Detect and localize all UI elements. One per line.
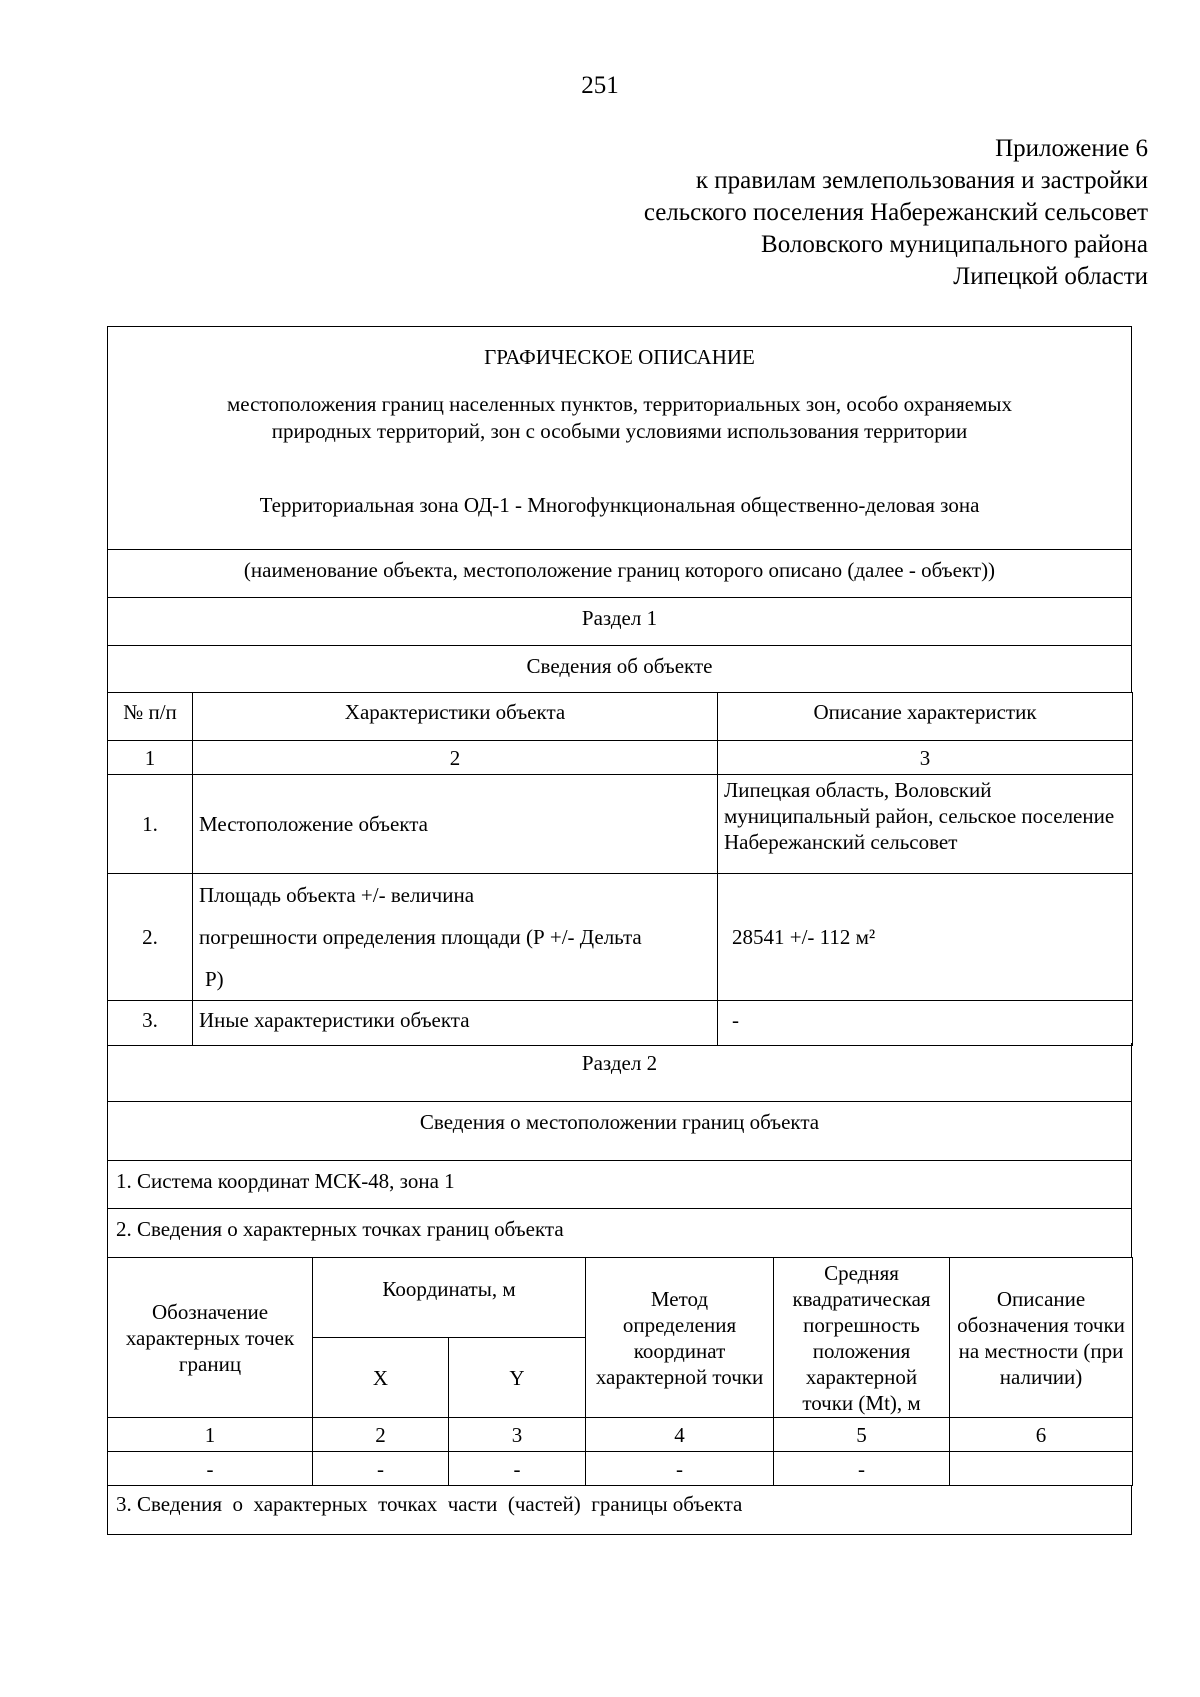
appendix-line: Липецкой области [953, 263, 1148, 290]
column-number-row [108, 741, 1133, 775]
section2-title: Раздел 2 [581, 1051, 658, 1075]
column-header-accuracy: Средняя квадратическая погрешность положения характерной точки (Mt), м [774, 1258, 950, 1418]
column-header: Характеристики объекта [193, 693, 718, 741]
column-header-description: Описание обозначения точки на местности (при наличии) [950, 1258, 1133, 1418]
table-header-row [108, 693, 1133, 741]
column-number: 1 [108, 1418, 313, 1452]
column-header-coordinates: Координаты, м [313, 1258, 586, 1338]
characteristic-name: Иные характеристики объекта [193, 1001, 718, 1046]
characteristic-name-line: погрешности определения площади (Р +/- Дельта [199, 925, 642, 949]
characteristic-value: - [718, 1001, 1133, 1046]
zone-name: Территориальная зона ОД-1 - Многофункциональная общественно-деловая зона [259, 493, 980, 517]
document-subtitle [108, 391, 1131, 445]
parts-title-row [107, 1486, 1132, 1535]
column-header: Описание характеристик [718, 693, 1133, 741]
table-row [108, 874, 1133, 1001]
object-note-row [107, 550, 1132, 598]
table-cell: - [774, 1452, 950, 1486]
column-number: 3 [449, 1418, 586, 1452]
appendix-heading [644, 133, 1148, 293]
column-header-y: Y [449, 1338, 586, 1418]
table-cell: - [586, 1452, 774, 1486]
row-number: 2. [108, 874, 193, 1001]
section1-subtitle-row [107, 646, 1132, 693]
section1-title: Раздел 1 [581, 606, 658, 630]
coord-system: 1. Система координат МСК-48, зона 1 [116, 1169, 455, 1193]
table-cell: - [313, 1452, 449, 1486]
characteristic-value: Липецкая область, Воловский муниципальный район, сельское поселение Набережанский сельсовет [718, 775, 1133, 874]
boundary-points-table [107, 1257, 1133, 1486]
characteristic-name [193, 874, 718, 1001]
table-cell: - [449, 1452, 586, 1486]
column-header-x: X [313, 1338, 449, 1418]
appendix-line: Приложение 6 [995, 135, 1148, 162]
column-number: 6 [950, 1418, 1133, 1452]
subtitle-line: природных территорий, зон с особыми условиями использования территории [271, 419, 968, 443]
object-info-table [107, 692, 1133, 1046]
parts-title: 3. Сведения о характерных точках части (частей) границы объекта [116, 1492, 743, 1516]
characteristic-name: Местоположение объекта [193, 775, 718, 874]
appendix-line: сельского поселения Набережанский сельсовет [643, 199, 1148, 226]
row-number: 1. [108, 775, 193, 874]
table-row [108, 1001, 1133, 1046]
section2-title-row [107, 1043, 1132, 1102]
subtitle-line: местоположения границ населенных пунктов, территориальных зон, особо охраняемых [226, 392, 1013, 416]
characteristic-name-line: Площадь объекта +/- величина [199, 883, 475, 907]
appendix-line: Воловского муниципального района [761, 231, 1148, 258]
characteristic-value: 28541 +/- 112 м² [718, 874, 1133, 1001]
document-header-box [107, 326, 1132, 550]
column-number-row [108, 1418, 1133, 1452]
column-header-method: Метод определения координат характерной точки [586, 1258, 774, 1418]
section2-subtitle: Сведения о местоположении границ объекта [419, 1110, 820, 1134]
section2-subtitle-row [107, 1102, 1132, 1161]
column-number: 3 [718, 741, 1133, 775]
column-header: № п/п [108, 693, 193, 741]
table-cell [950, 1452, 1133, 1486]
table-row [108, 775, 1133, 874]
characteristic-name-line: Р) [205, 967, 224, 991]
page-number: 251 [581, 72, 619, 99]
table-cell: - [108, 1452, 313, 1486]
column-number: 2 [193, 741, 718, 775]
appendix-line: к правилам землепользования и застройки [695, 167, 1148, 194]
table-row [108, 1452, 1133, 1486]
column-header-designation: Обозначение характерных точек границ [108, 1258, 313, 1418]
coord-system-row [107, 1161, 1132, 1209]
column-number: 4 [586, 1418, 774, 1452]
document-title: ГРАФИЧЕСКОЕ ОПИСАНИЕ [484, 345, 755, 369]
row-number: 3. [108, 1001, 193, 1046]
column-number: 1 [108, 741, 193, 775]
section1-subtitle: Сведения об объекте [526, 654, 713, 678]
section1-title-row [107, 598, 1132, 646]
column-number: 2 [313, 1418, 449, 1452]
points-title: 2. Сведения о характерных точках границ объекта [116, 1217, 564, 1241]
object-note: (наименование объекта, местоположение границ которого описано (далее - объект)) [243, 558, 996, 582]
column-number: 5 [774, 1418, 950, 1452]
points-title-row [107, 1209, 1132, 1258]
